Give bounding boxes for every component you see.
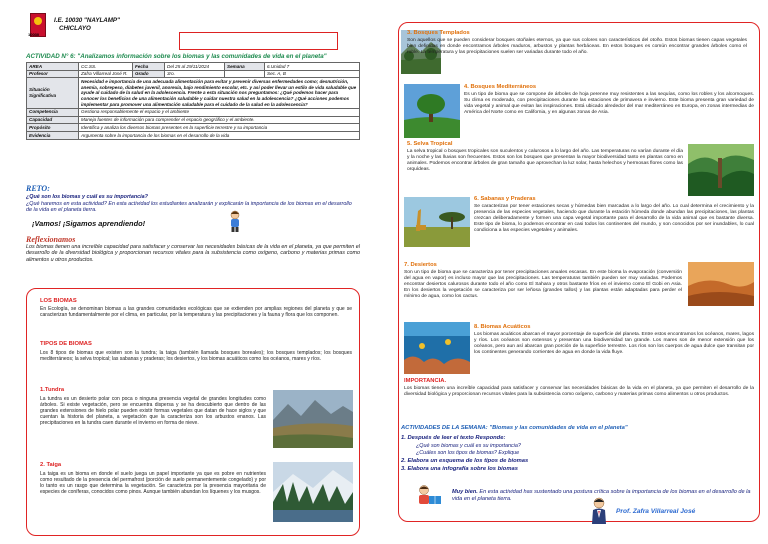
grado-label: Grado xyxy=(133,70,165,78)
activity-item-1b: ¿Cuáles son los tipos de biomas? Explique xyxy=(416,450,520,456)
b3-text: Son aquellos que se pueden considerar bosques otoñales eternos, ya que sus colores son característicos del otoño. Estos biomas tienen capas vegetales bien definidas en donde encontramos árboles maduros, arbustos y plantas herbáceas. En estos bosques es común encontrar grandes árboles como el roble. La temperatura y las precipitaciones suelen ser variadas durante todo el año. xyxy=(407,38,747,55)
taiga-text: La taiga es un bioma en donde el suelo juega un papel importante ya que es pobre en nutrientes como resultado de la presencia del permafrost (porción de suelo permanentemente congelado) y por lo tanto es un rasgo que determina la vegetación. Se caracteriza por la presencia mayoritaria de especies de coníferas, conocidos como pinos. Aunque también abundan los líquenes y los musgos. xyxy=(40,471,266,496)
vamos-text: ¡Vamos! ¡Sigamos aprendiendo! xyxy=(32,219,146,228)
proposito-value: Identifica y analiza los diversos biomas presentes en la superficie terrestre y su importancia xyxy=(79,124,360,132)
student-reading-illustration xyxy=(414,484,444,508)
sabana-image xyxy=(404,197,470,247)
b4-heading: 4. Bosques Mediterráneos xyxy=(464,84,537,90)
tundra-image xyxy=(273,390,353,448)
b5-heading: 5. Selva Tropical xyxy=(407,141,453,147)
taiga-heading: 2. Taiga xyxy=(40,462,62,468)
seccion-value: Sec. A, B xyxy=(265,70,360,78)
selva-tropical-image xyxy=(688,144,754,196)
situacion-label: Situación Significativa xyxy=(27,78,79,109)
biomas-acuaticos-image xyxy=(404,322,470,374)
capacidad-value: Maneja fuentes de información para comprender el espacio geográfico y el ambiente. xyxy=(79,116,360,124)
muy-bien-text: En esta actividad has sustentado una postura crítica sobre la importancia de los biomas en el desarrollo de la vida en el planeta tierra. xyxy=(452,489,751,502)
school-name xyxy=(54,17,120,33)
importancia-text: Los biomas tienen una increíble capacidad para satisfacer y conservar las necesidades básicas de la vida en el planeta, ya que permiten el desarrollo de la diversidad biológica y proporcionan recursos vitales para la subsistencia como oxígeno, carbono y materias primas como alimentos u otros productos. xyxy=(404,386,754,397)
activity-info-table xyxy=(26,62,360,140)
grado-value: 3ro. xyxy=(165,70,225,78)
school-line1: I.E. 10030 "NAYLAMP" xyxy=(54,17,120,24)
school-line2: CHICLAYO xyxy=(59,25,91,32)
tundra-text: La tundra es un desierto polar con poca o ninguna presencia vegetal de grandes longitudes como árboles. Si existe vegetación, pero se encuentra dispersa y se ha descubierto que dentro de las grandes extensiones de hielo polar pueden existir formas vegetales que datan de hace siglos y que cuentan la historia del planeta, a vegetación que la caracteriza son los arbustos enanos. Las precipitaciones en la tundra caen durante el invierno en forma de nieve. xyxy=(40,396,266,427)
b6-heading: 6. Sabanas y Praderas xyxy=(474,196,536,202)
teacher-signature: Prof. Zafra Villarreal José xyxy=(616,508,696,515)
name-field-box[interactable] xyxy=(179,32,338,50)
profesor-value: Zafra Villarreal José R. xyxy=(79,70,133,78)
b7-heading: 7. Desiertos xyxy=(404,262,437,268)
competencia-value: Gestiona responsablemente el espacio y el ambiente xyxy=(79,108,360,116)
competencia-label: Competencia xyxy=(27,108,79,116)
evidencia-value: Argumenta sobre la importancia de los biomas en el desarrollo de la vida xyxy=(79,132,360,140)
fecha-label: Fecha xyxy=(133,63,165,71)
evidencia-label: Evidencia xyxy=(27,132,79,140)
logo-code: 10030 xyxy=(28,32,40,37)
activities-heading: ACTIVIDADES DE LA SEMANA: "Biomas y las comunidades de vida en el planeta" xyxy=(401,425,628,431)
taiga-image xyxy=(273,462,353,522)
tipos-text: Los 8 tipos de biomas que existen son la tundra; la taiga (también llamada bosques boreales); los bosques templados; los bosques mediterráneos; la selva tropical; las sabanas y praderas; los desiertos, y los biomas acuáticos como los océanos, mares y ríos. xyxy=(40,350,352,363)
student-illustration xyxy=(226,210,244,232)
b8-heading: 8. Biomas Acuáticos xyxy=(474,324,531,330)
b8-text: Los biomas acuáticos abarcan el mayor porcentaje de superficie del planeta. Entre estos encontramos los océanos, mares, lagos y ríos. Los océanos son extensos y presentan una biodiversidad tan grande. Los mares son de menor extensión que los océanos, pero aun así abarcan gran porción de la superficie terrestre. Los ríos son los cuerpos de agua dulce que transitan por los continentes generando corrientes de agua en donde la vida fluye. xyxy=(474,332,755,355)
teacher-illustration xyxy=(586,496,612,524)
semana-label: Semana xyxy=(225,63,265,71)
b3-heading: 3. Bosques Templados xyxy=(407,30,470,36)
b7-text: Son un tipo de bioma que se caracteriza por tener precipitaciones anuales escasas. En este bioma la evaporación (conversión del agua en vapor) es incluso mayor que las precipitaciones. Las temperaturas también pueden ser muy variadas. Podemos encontrar desiertos calurosos durante todo el año como El Sahara y otros bastante fríos en el invierno como El Gobi en Asia. En los desiertos la vegetación se caracteriza por ser leñosa (grandes tallos) y las plantas están adaptadas para perder el mínimo de agua, como los cactus. xyxy=(404,270,682,299)
b4-text: Es un tipo de bioma que se compone de árboles de hoja perenne muy resistentes a las sequías, como los robles y los alcornoques. Su clima es moderado, con precipitaciones durante las estaciones de primavera e invierno. Este bioma presenta gran variedad de vida vegetal y animal que evitan las inspiraciones. Está ubicado alrededor del mar mediterráneo en Europa, en zonas intermedias de América del Norte como en California, y en algunas zonas de Asia. xyxy=(464,92,754,115)
muy-bien-bold: Muy bien. xyxy=(452,489,478,495)
importancia-heading: IMPORTANCIA. xyxy=(404,378,447,384)
biomas-heading: LOS BIOMAS xyxy=(40,298,77,304)
activity-item-3: 3. Elabora una infografía sobre los biomas xyxy=(401,466,518,472)
reto-question: ¿Qué son los biomas y cuál es su importancia? xyxy=(26,194,148,200)
desierto-image xyxy=(688,262,754,306)
area-label: AREA xyxy=(27,63,79,71)
reflexion-heading: Reflexionamos xyxy=(26,235,76,244)
b5-text: La selva tropical o bosques tropicales son suculentos y calurosos a lo largo del año. Las temperaturas no varían durante el día y la noche y las lluvias son frecuentes. Estos son los bosques que presentan la mayor biodiversidad tanto en plantas como en animales. Podemos encontrar árboles de gran tamaño que aprovechan la luz solar, hasta helechos y hermosas flores como las orquídeas. xyxy=(407,149,683,172)
reto-description: ¿Qué haremos en esta actividad? En esta actividad los estudiantes analizarán y explicarán la importancia de los biomas en el desarrollo de la vida en el planeta tierra. xyxy=(26,201,352,214)
grado-year xyxy=(225,70,265,78)
activity-title: ACTIVIDAD N° 6: "Analizamos información sobre los biomas y las comunidades de vida en el planeta" xyxy=(26,53,327,60)
activity-item-2: 2. Elabora un esquema de los tipos de biomas xyxy=(401,458,529,464)
profesor-label: Profesor xyxy=(27,70,79,78)
reflexion-text: Los biomas tienen una increíble capacidad para satisfacer y conservar las necesidades básicas de la vida en el planeta, ya que permiten el desarrollo de la diversidad biológica y proporcionan recursos vitales para la subsistencia como oxígeno, carbono y materias primas como alimentos u otros productos. xyxy=(26,244,360,263)
activity-item-1a: ¿Qué son biomas y cuál es su importancia? xyxy=(416,443,521,449)
situacion-value: Necesidad e importancia de una adecuada alimentación para evitar y prevenir diversas enfermedades como; desnutrición, anemia, sobrepeso, diabetes juvenil, anorexia, bajo rendimiento escolar, etc. y así poder llevar un estilo de vida saludable que ayude al cuidado de la salud en la adolescencia. Frente a esta situación nos preguntamos: ¿Qué podemos hacer para conocer los beneficios de una alimentación saludable y cuidar nuestra salud en la adolescencia? ¿Qué acciones podemos implementar para promover una alimentación saludable para el cuidado de la salud en la adolescencia? xyxy=(79,78,360,109)
area-value: CC.SS. xyxy=(79,63,133,71)
biomas-text: En Ecología, se denominan biomas a las grandes comunidades ecológicas que se extienden por amplias regiones del planeta y que se caracterizan fundamentalmente por el clima, en particular, por la temperatura y las precipitaciones y la fauna y flora que los componen. xyxy=(40,306,352,319)
tipos-heading: TIPOS DE BIOMAS xyxy=(40,341,92,347)
capacidad-label: Capacidad xyxy=(27,116,79,124)
tundra-heading: 1.Tundra xyxy=(40,387,65,393)
proposito-label: Propósito xyxy=(27,124,79,132)
b6-text: Se caracterizan por tener estaciones secas y húmedas bien marcadas a lo largo del año. Lo cual determina el crecimiento y la presencia de las especies vegetales, haciendo que durante la estación húmeda donde abundan las precipitaciones, las plantas crezcan deliberadamente y formen una capa vegetal importante para el desarrollo de la vida animal que es bastante diversa. Este tipo de bioma, lo podemos encontrar en casi todos los continentes del mundo, y son conocidos por ser inundables, lo cual condiciona a las especies vegetales y animales. xyxy=(474,204,754,233)
semana-value: 6.Unidad 7 xyxy=(265,63,360,71)
bosques-mediterraneos-image xyxy=(404,84,460,138)
reto-heading: RETO: xyxy=(26,184,50,193)
fecha-value: Del 25 al 29/11/2024 xyxy=(165,63,225,71)
activity-item-1: 1. Después de leer el texto Responde: xyxy=(401,435,506,441)
